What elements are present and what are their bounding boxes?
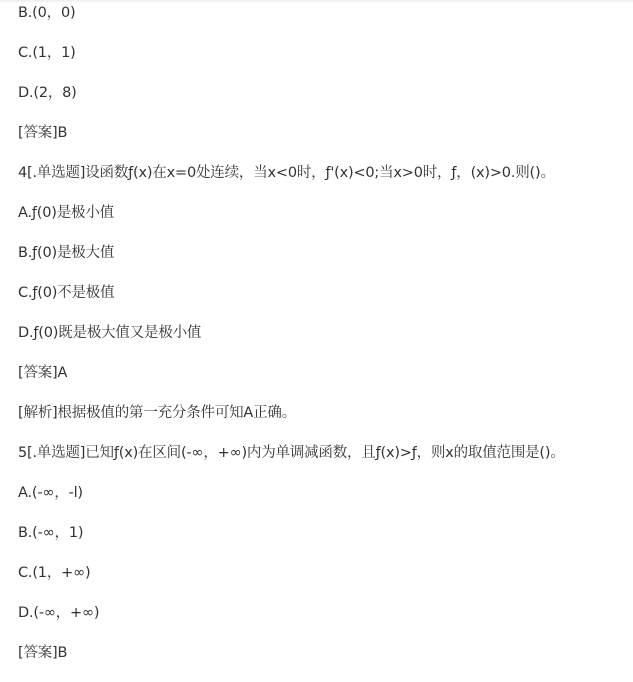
q5-option-c: C.(1，+∞) [18, 565, 91, 581]
q4-option-c: C.ƒ(0)不是极值 [18, 285, 115, 301]
q3-option-b: B.(0，0) [18, 5, 76, 21]
q4-option-d: D.ƒ(0)既是极大值又是极小值 [18, 325, 202, 341]
question-content [18, 2, 630, 682]
q4-option-a: A.ƒ(0)是极小值 [18, 205, 114, 221]
q5-stem: 5[.单选题]已知ƒ(x)在区间(-∞，+∞)内为单调减函数，且ƒ(x)>ƒ，则x的取值范围是()。 [18, 445, 565, 461]
q5-option-d: D.(-∞，+∞) [18, 605, 100, 621]
q4-stem: 4[.单选题]设函数ƒ(x)在x=0处连续，当x<0时，ƒ'(x)<0;当x>0时，ƒ，(x)>0.则()。 [18, 165, 555, 181]
q5-option-b: B.(-∞，1) [18, 525, 84, 541]
q5-option-a: A.(-∞，-l) [18, 485, 83, 501]
q3-answer: [答案]B [18, 125, 68, 141]
q5-answer: [答案]B [18, 645, 68, 661]
q4-answer: [答案]A [18, 365, 68, 381]
q3-option-d: D.(2，8) [18, 85, 77, 101]
q4-option-b: B.ƒ(0)是极大值 [18, 245, 115, 261]
q3-option-c: C.(1，1) [18, 45, 76, 61]
q4-explanation: [解析]根据极值的第一充分条件可知A正确。 [18, 405, 297, 421]
